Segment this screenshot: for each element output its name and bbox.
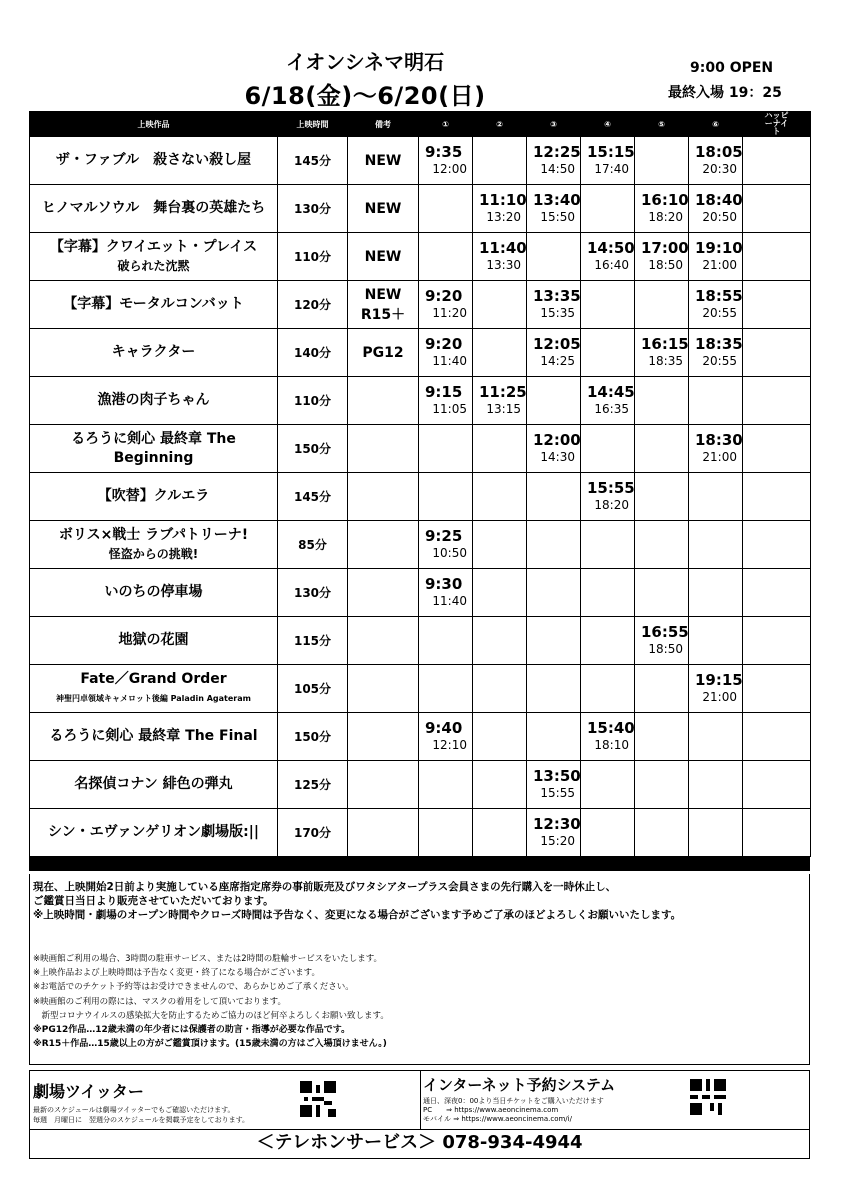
showtime-end: 15:55 — [540, 786, 575, 800]
movie-title-line: るろうに剣心 最終章 The Final — [49, 728, 258, 744]
showtime-slot — [473, 521, 527, 569]
twitter-info: 毎週 月曜日に 翌週分のスケジュールを掲載予定をしております。 — [33, 1116, 250, 1124]
movie-duration: 120分 — [278, 281, 348, 329]
showtime-slot — [581, 809, 635, 857]
showtime-end: 18:10 — [594, 738, 629, 752]
movie-title — [30, 425, 278, 473]
happy-night-slot — [743, 521, 811, 569]
movie-title — [30, 473, 278, 521]
note-badge: NEW — [364, 286, 402, 303]
happy-night-slot — [743, 281, 811, 329]
happy-night-slot — [743, 713, 811, 761]
showtime-slot — [581, 761, 635, 809]
showtime-slot — [527, 665, 581, 713]
showtime-start: 9:20 — [425, 335, 463, 353]
schedule — [29, 111, 810, 871]
showtime-slot — [473, 377, 527, 425]
notice-line: ご鑑賞日当日より販売させていただいております。 — [33, 895, 274, 907]
showtime-start: 18:55 — [695, 287, 743, 305]
column-header: ⑥ — [689, 112, 743, 137]
movie-title-line: 漁港の肉子ちゃん — [97, 392, 210, 408]
happy-night-slot — [743, 137, 811, 185]
note-badge: PG12 — [362, 344, 404, 361]
movie-title-line: 名探偵コナン 緋色の弾丸 — [74, 776, 233, 792]
showtime-slot — [635, 473, 689, 521]
movie-note — [348, 329, 419, 377]
showtime-slot — [419, 809, 473, 857]
movie-note — [348, 665, 419, 713]
column-header: ④ — [581, 112, 635, 137]
notice-box — [29, 874, 810, 1065]
header-row — [30, 112, 811, 137]
movie-title-line: 【吹替】クルエラ — [97, 488, 210, 504]
movie-title — [30, 185, 278, 233]
showtime-slot — [419, 713, 473, 761]
showtime-slot — [581, 329, 635, 377]
showtime-slot — [473, 569, 527, 617]
movie-title — [30, 233, 278, 281]
showtime-slot — [689, 377, 743, 425]
movie-row — [30, 713, 811, 761]
column-header: 上映作品 — [30, 112, 278, 137]
showtime-start: 18:35 — [695, 335, 743, 353]
showtime-start: 12:00 — [533, 431, 581, 449]
showtime-start: 9:15 — [425, 383, 463, 401]
movie-note — [348, 713, 419, 761]
showtime-end: 13:20 — [486, 210, 521, 224]
movie-title-line: 怪盗からの挑戦! — [108, 546, 199, 561]
showtime-slot — [527, 281, 581, 329]
showtime-slot — [689, 233, 743, 281]
rating-note-r15: ※R15＋作品…15歳以上の方がご鑑賞頂けます。(15歳未満の方はご入場頂けません。) — [33, 1039, 387, 1050]
happy-night-slot — [743, 425, 811, 473]
theater-name: イオンシネマ明石 — [285, 50, 445, 74]
showtime-slot — [689, 185, 743, 233]
showtime-slot — [581, 281, 635, 329]
showtime-slot — [419, 137, 473, 185]
movie-row — [30, 569, 811, 617]
showtime-end: 11:40 — [432, 354, 467, 368]
showtime-start: 11:40 — [479, 239, 527, 257]
showtime-slot — [419, 569, 473, 617]
showtime-slot — [581, 377, 635, 425]
showtime-start: 12:25 — [533, 143, 581, 161]
showtime-end: 13:15 — [486, 402, 521, 416]
rating-note-pg12: ※PG12作品…12歳未満の年少者には保護者の助言・指導が必要な作品です。 — [33, 1025, 351, 1036]
showtime-start: 12:30 — [533, 815, 581, 833]
movie-title-line: ザ・ファブル 殺さない殺し屋 — [55, 152, 252, 168]
happy-night-slot — [743, 665, 811, 713]
showtime-start: 11:25 — [479, 383, 527, 401]
movie-duration: 110分 — [278, 233, 348, 281]
movie-row — [30, 521, 811, 569]
showtime-slot — [581, 617, 635, 665]
divider-bar — [29, 857, 810, 871]
showtime-start: 9:35 — [425, 143, 463, 161]
showtime-end: 18:20 — [648, 210, 683, 224]
movie-duration: 130分 — [278, 185, 348, 233]
showtime-slot — [689, 569, 743, 617]
showtime-start: 14:50 — [587, 239, 635, 257]
showtime-slot — [581, 713, 635, 761]
movie-title — [30, 137, 278, 185]
showtime-slot — [527, 713, 581, 761]
showtime-slot — [689, 329, 743, 377]
movie-title-line: 【字幕】クワイエット・プレイス — [49, 238, 258, 255]
showtime-slot — [689, 665, 743, 713]
twitter-qr-icon[interactable] — [300, 1081, 336, 1117]
movie-note — [348, 473, 419, 521]
showtime-slot — [689, 425, 743, 473]
movie-note — [348, 761, 419, 809]
showtime-end: 12:10 — [432, 738, 467, 752]
showtime-end: 18:50 — [648, 642, 683, 656]
showtime-end: 16:40 — [594, 258, 629, 272]
showtime-slot — [635, 329, 689, 377]
showtime-slot — [419, 473, 473, 521]
movie-row — [30, 473, 811, 521]
movie-title-line: シン・エヴァンゲリオン劇場版:|| — [48, 824, 259, 840]
movie-row — [30, 185, 811, 233]
showtime-slot — [473, 761, 527, 809]
showtime-end: 14:25 — [540, 354, 575, 368]
showtime-slot — [473, 665, 527, 713]
movie-row — [30, 665, 811, 713]
showtime-start: 13:35 — [533, 287, 581, 305]
net-pc-link[interactable]: PC ⇒ https://www.aeoncinema.com — [423, 1106, 559, 1114]
movie-title-line: 神聖円卓領域キャメロット後編 Paladin Agateram — [55, 693, 251, 703]
showtime-slot — [527, 377, 581, 425]
showtime-slot — [635, 617, 689, 665]
showtime-slot — [581, 137, 635, 185]
movie-title-line: キャラクター — [111, 344, 196, 360]
twitter-title: 劇場ツイッター — [33, 1082, 144, 1101]
showtime-end: 20:30 — [702, 162, 737, 176]
showtime-slot — [527, 425, 581, 473]
showtime-slot — [581, 473, 635, 521]
movie-note — [348, 377, 419, 425]
showtime-slot — [689, 137, 743, 185]
movie-duration: 105分 — [278, 665, 348, 713]
showtime-end: 20:55 — [702, 354, 737, 368]
showtime-start: 13:40 — [533, 191, 581, 209]
movie-note — [348, 281, 419, 329]
showtime-slot — [419, 617, 473, 665]
note-badge: NEW — [364, 200, 402, 217]
showtime-slot — [527, 329, 581, 377]
movie-note — [348, 233, 419, 281]
happy-night-slot — [743, 233, 811, 281]
showtime-end: 11:40 — [432, 594, 467, 608]
showtime-start: 14:45 — [587, 383, 635, 401]
column-header: ③ — [527, 112, 581, 137]
showtime-end: 11:20 — [432, 306, 467, 320]
showtime-slot — [527, 617, 581, 665]
showtime-start: 9:40 — [425, 719, 463, 737]
showtime-start: 15:15 — [587, 143, 635, 161]
movie-title — [30, 329, 278, 377]
note-badge: NEW — [364, 248, 402, 265]
movie-title — [30, 617, 278, 665]
showtime-slot — [473, 617, 527, 665]
showtime-start: 13:50 — [533, 767, 581, 785]
showtime-slot — [635, 233, 689, 281]
showtime-slot — [527, 569, 581, 617]
movie-duration: 150分 — [278, 713, 348, 761]
showtime-slot — [473, 329, 527, 377]
showtime-slot — [473, 233, 527, 281]
date-range: 6/18(金)～6/20(日) — [244, 82, 486, 110]
movie-duration: 110分 — [278, 377, 348, 425]
movie-row — [30, 761, 811, 809]
net-booking-title: インターネット予約システム — [423, 1076, 616, 1094]
showtime-slot — [581, 569, 635, 617]
showtime-start: 16:15 — [641, 335, 689, 353]
movie-row — [30, 617, 811, 665]
showtime-slot — [635, 521, 689, 569]
showtime-start: 18:05 — [695, 143, 743, 161]
showtime-start: 18:40 — [695, 191, 743, 209]
column-header — [743, 112, 811, 137]
happy-night-slot — [743, 473, 811, 521]
showtime-slot — [635, 665, 689, 713]
fine-line: ※映画館ご利用の場合、3時間の駐車サービス、または2時間の駐輪サービスをいたします。 — [33, 954, 383, 964]
movie-title — [30, 761, 278, 809]
movie-duration: 140分 — [278, 329, 348, 377]
movie-duration: 115分 — [278, 617, 348, 665]
movie-title-line: ヒノマルソウル 舞台裏の英雄たち — [41, 200, 266, 216]
movie-title — [30, 377, 278, 425]
showtime-end: 15:20 — [540, 834, 575, 848]
movie-row — [30, 425, 811, 473]
showtime-end: 21:00 — [702, 690, 737, 704]
showtime-end: 20:50 — [702, 210, 737, 224]
fine-print — [33, 952, 389, 1051]
showtime-start: 9:20 — [425, 287, 463, 305]
movie-title — [30, 713, 278, 761]
showtime-end: 12:00 — [432, 162, 467, 176]
movie-note — [348, 137, 419, 185]
happy-night-slot — [743, 377, 811, 425]
showtime-start: 12:05 — [533, 335, 581, 353]
movie-title-line: 破られた沈黙 — [117, 258, 190, 273]
showtime-slot — [527, 521, 581, 569]
movie-title — [30, 665, 278, 713]
movie-title — [30, 281, 278, 329]
showtime-slot — [419, 761, 473, 809]
net-info: 通日、深夜0：00より当日チケットをご購入いただけます — [423, 1097, 604, 1105]
showtime-start: 17:00 — [641, 239, 689, 257]
showtime-slot — [689, 761, 743, 809]
movie-row — [30, 809, 811, 857]
notice-line: ※上映時間・劇場のオープン時間やクローズ時間は予告なく、変更になる場合がございます予めご了承のほどよろしくお願いいたします。 — [33, 909, 682, 921]
showtime-slot — [689, 617, 743, 665]
showtime-slot — [581, 233, 635, 281]
showtime-slot — [473, 281, 527, 329]
movie-duration: 150分 — [278, 425, 348, 473]
showtime-end: 14:30 — [540, 450, 575, 464]
movie-row — [30, 233, 811, 281]
movie-title — [30, 521, 278, 569]
showtime-slot — [581, 185, 635, 233]
happy-night-slot — [743, 761, 811, 809]
showtime-slot — [527, 473, 581, 521]
showtime-slot — [635, 425, 689, 473]
happy-night-slot — [743, 569, 811, 617]
movie-duration: 130分 — [278, 569, 348, 617]
last-entry-time: 最終入場 19：25 — [668, 85, 782, 101]
showtime-slot — [473, 185, 527, 233]
showtime-slot — [635, 377, 689, 425]
showtime-slot — [527, 185, 581, 233]
movie-row — [30, 377, 811, 425]
showtime-slot — [689, 521, 743, 569]
movie-note — [348, 617, 419, 665]
column-header-label: ハッピーナイト — [764, 111, 789, 136]
movie-note — [348, 425, 419, 473]
schedule-table — [29, 111, 811, 857]
movie-note — [348, 809, 419, 857]
showtime-slot — [635, 713, 689, 761]
movie-duration: 145分 — [278, 137, 348, 185]
showtime-start: 16:10 — [641, 191, 689, 209]
column-header: 備考 — [348, 112, 419, 137]
showtime-start: 16:55 — [641, 623, 689, 641]
showtime-start: 11:10 — [479, 191, 527, 209]
happy-night-slot — [743, 329, 811, 377]
showtime-slot — [419, 521, 473, 569]
column-header: ② — [473, 112, 527, 137]
showtime-slot — [419, 329, 473, 377]
showtime-end: 15:35 — [540, 306, 575, 320]
fine-line: ※上映作品および上映時間は予告なく変更・終了になる場合がございます。 — [33, 968, 320, 979]
showtime-slot — [581, 521, 635, 569]
showtime-end: 11:05 — [432, 402, 467, 416]
net-booking-qr-icon[interactable] — [690, 1079, 726, 1115]
movie-note — [348, 569, 419, 617]
column-header: ① — [419, 112, 473, 137]
fine-line: ※映画館のご利用の際には、マスクの着用をして頂いております。 — [33, 996, 286, 1007]
showtime-slot — [473, 473, 527, 521]
showtime-end: 21:00 — [702, 450, 737, 464]
showtime-slot — [473, 713, 527, 761]
showtime-start: 19:10 — [695, 239, 743, 257]
column-header: ⑤ — [635, 112, 689, 137]
movie-title-line: 【字幕】モータルコンバット — [63, 296, 244, 312]
showtime-slot — [689, 713, 743, 761]
showtime-end: 17:40 — [594, 162, 629, 176]
showtime-slot — [581, 425, 635, 473]
showtime-end: 18:50 — [648, 258, 683, 272]
movie-title-line: 地獄の花園 — [118, 632, 189, 648]
happy-night-slot — [743, 617, 811, 665]
showtime-start: 15:40 — [587, 719, 635, 737]
showtime-start: 9:30 — [425, 575, 463, 593]
showtime-slot — [635, 761, 689, 809]
movie-note — [348, 521, 419, 569]
showtime-slot — [527, 233, 581, 281]
movie-duration: 145分 — [278, 473, 348, 521]
showtime-start: 19:15 — [695, 671, 743, 689]
showtime-slot — [581, 665, 635, 713]
showtime-start: 9:25 — [425, 527, 463, 545]
twitter-section — [30, 1071, 421, 1129]
movie-title-line: るろうに剣心 最終章 The Beginning — [71, 430, 236, 466]
movie-title-line: いのちの停車場 — [104, 584, 203, 600]
happy-night-slot — [743, 809, 811, 857]
fine-line: 新型コロナウイルスの感染拡大を防止するためご協力のほど何卒よろしくお願い致します。 — [33, 1010, 389, 1021]
showtime-slot — [527, 137, 581, 185]
showtime-slot — [635, 809, 689, 857]
showtime-slot — [473, 137, 527, 185]
fine-line: ※お電話でのチケット予約等はお受けできませんので、あらかじめご了承ください。 — [33, 982, 354, 993]
showtime-slot — [473, 425, 527, 473]
showtime-slot — [419, 281, 473, 329]
showtime-slot — [689, 281, 743, 329]
showtime-slot — [419, 233, 473, 281]
showtime-slot — [635, 137, 689, 185]
showtime-end: 10:50 — [432, 546, 467, 560]
showtime-end: 13:30 — [486, 258, 521, 272]
showtime-slot — [419, 185, 473, 233]
column-header: 上映時間 — [278, 112, 348, 137]
showtime-end: 15:50 — [540, 210, 575, 224]
movie-title — [30, 569, 278, 617]
movie-title — [30, 809, 278, 857]
movie-row — [30, 329, 811, 377]
showtime-end: 21:00 — [702, 258, 737, 272]
open-time: 9:00 OPEN — [690, 60, 774, 76]
movie-note — [348, 185, 419, 233]
showtime-slot — [527, 809, 581, 857]
showtime-start: 18:30 — [695, 431, 743, 449]
twitter-info: 最新のスケジュールは劇場ツイッターでもご確認いただけます。 — [33, 1106, 235, 1114]
net-mobile-link[interactable]: モバイル ⇒ https://www.aeoncinema.com/i/ — [423, 1115, 572, 1123]
showtime-slot — [419, 665, 473, 713]
showtime-slot — [635, 569, 689, 617]
showtime-slot — [635, 281, 689, 329]
showtime-slot — [473, 809, 527, 857]
movie-row — [30, 281, 811, 329]
telephone-service: ＜テレホンサービス＞ 078-934-4944 — [29, 1128, 810, 1159]
showtime-start: 15:55 — [587, 479, 635, 497]
notice-line: 現在、上映開始2日前より実施している座席指定席券の事前販売及びワタシアタープラス会員さまの先行購入を一時休止し、 — [33, 881, 617, 893]
showtime-end: 18:20 — [594, 498, 629, 512]
showtime-slot — [527, 761, 581, 809]
showtime-end: 16:35 — [594, 402, 629, 416]
showtime-slot — [419, 425, 473, 473]
showtime-slot — [689, 809, 743, 857]
happy-night-slot — [743, 185, 811, 233]
showtime-slot — [689, 473, 743, 521]
movie-duration: 85分 — [278, 521, 348, 569]
note-badge: R15＋ — [360, 306, 406, 323]
showtime-end: 20:55 — [702, 306, 737, 320]
showtime-slot — [419, 377, 473, 425]
movie-row — [30, 137, 811, 185]
movie-duration: 170分 — [278, 809, 348, 857]
showtime-end: 18:35 — [648, 354, 683, 368]
footer — [29, 1070, 810, 1130]
showtime-slot — [635, 185, 689, 233]
showtime-end: 14:50 — [540, 162, 575, 176]
movie-title-line: ボリス×戦士 ラブパトリーナ! — [58, 526, 249, 543]
note-badge: NEW — [364, 152, 402, 169]
movie-duration: 125分 — [278, 761, 348, 809]
movie-title-line: Fate／Grand Order — [80, 670, 227, 687]
